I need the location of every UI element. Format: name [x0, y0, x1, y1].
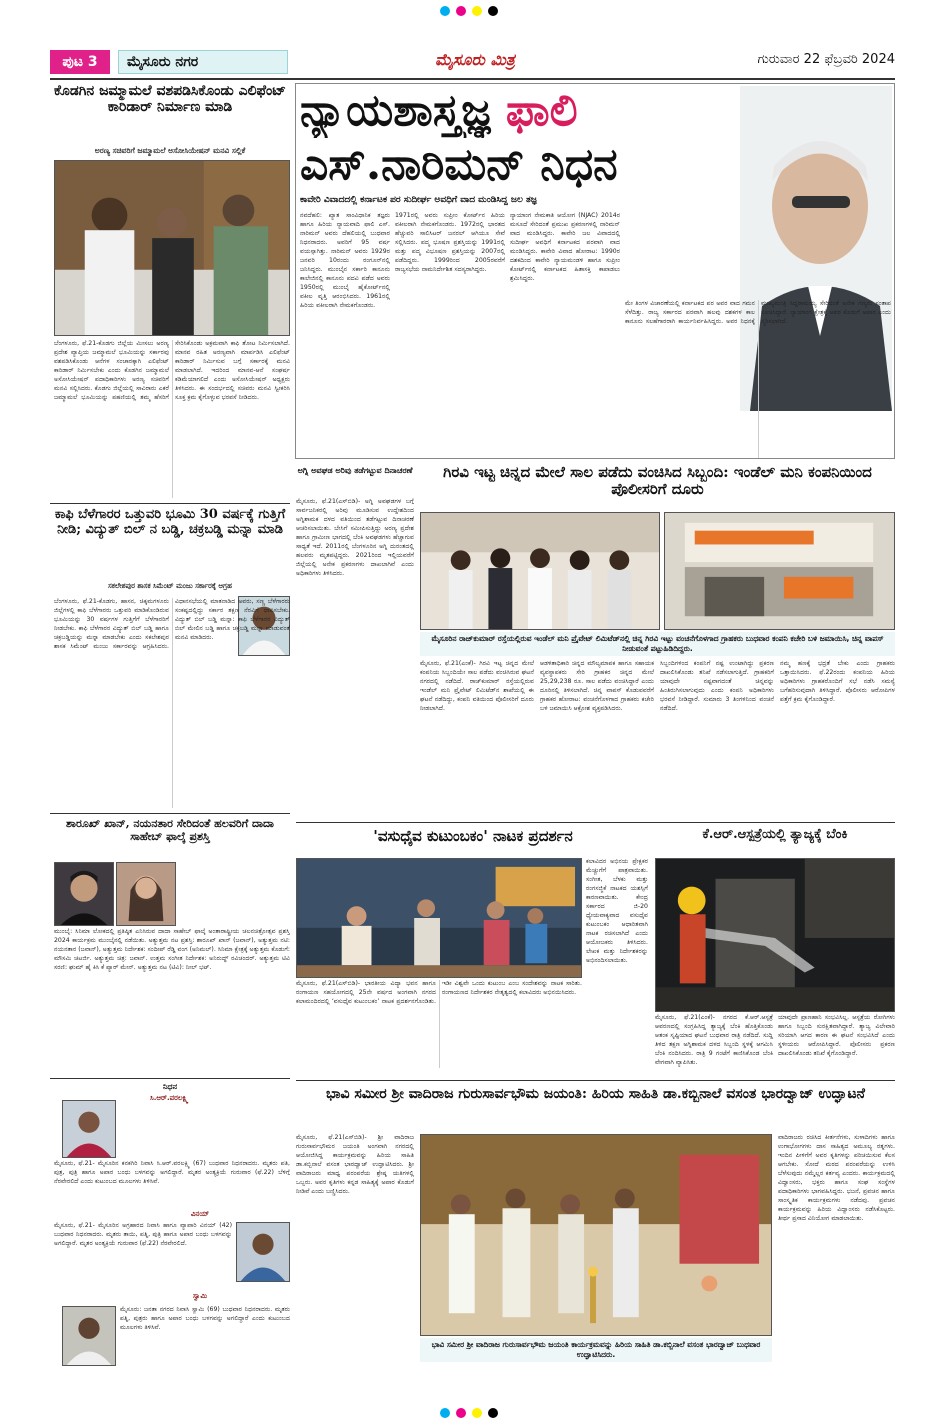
- hospital-body-2: ಯಾವುದೇ ಪ್ರಾಣಹಾನಿ ಸಂಭವಿಸಿಲ್ಲ. ಆಸ್ಪತ್ರೆಯ ರೋಗಿಗಳು ಹಾಗೂ ಸಿಬ್ಬಂದಿ ಸುರಕ್ಷಿತವಾಗಿದ್ದಾರೆ. ತ್ಯಾಜ್ಯ ವಿಲೇವಾರಿ ಸರಿಯಾಗಿ ಆಗದ ಕಾರಣ ಈ ಘಟನೆ ಸಂಭವಿಸಿದೆ ಎಂದು ಸ್ಥಳೀಯರು ಆರೋಪಿಸಿದ್ದಾರೆ. ಪೊಲೀಸರು ಪ್ರಕರಣ ದಾಖಲಿಸಿಕೊಂಡು ತನಿಖೆ ಕೈಗೊಂಡಿದ್ದಾರೆ.: [778, 1014, 895, 1057]
- elephant-photo: [54, 160, 290, 336]
- fire-body: ಮೈಸೂರು, ಫೆ.21(ಎಸ್‌ಬಿಡಿ)- ಅಗ್ನಿ ಅವಘಡಗಳ ಬಗ್ಗೆ ಸಾರ್ವಜನಿಕರಲ್ಲಿ ಅರಿವು ಮೂಡಿಸುವ ಉದ್ದೇಶದಿಂದ ಅಗ್ನಿಶಾಮಕ ದಳದ ವತಿಯಿಂದ ತಡೆಗಟ್ಟುವ ದಿನಾಚರಣೆ ಆಚರಿಸಲಾಯಿತು. ಬೇಸಿಗೆ ಸಮೀಪಿಸುತ್ತಿದ್ದು ಅರಣ್ಯ ಪ್ರದೇಶ ಹಾಗೂ ಗ್ರಾಮೀಣ ಭಾಗದಲ್ಲಿ ಬೆಂಕಿ ಅವಘಡಗಳು ಹೆಚ್ಚಾಗುವ ಸಾಧ್ಯತೆ ಇದೆ. 2011ರಲ್ಲಿ ಬೆಂಗಳೂರಿನ ಅಗ್ನಿ ದುರಂತದಲ್ಲಿ ಹಲವರು ಮೃತಪಟ್ಟಿದ್ದರು. 2021ರಿಂದ ಇಲ್ಲಿಯವರೆಗೆ ಜಿಲ್ಲೆಯಲ್ಲಿ ಅನೇಕ ಪ್ರಕರಣಗಳು ದಾಖಲಾಗಿವೆ ಎಂದು ಅಧಿಕಾರಿಗಳು ತಿಳಿಸಿದರು.: [296, 498, 414, 577]
- coffee-subhead: ಸಕಲೇಶಪುರ ಶಾಸಕ ಸಿಮೆಂಟ್ ಮಂಜು ಸರ್ಕಾರಕ್ಕೆ ಆಗ್ರಹ: [108, 582, 232, 590]
- jayanti-headline: ಭಾವಿ ಸಮೀರ ಶ್ರೀ ವಾದಿರಾಜ ಗುರುಸಾರ್ವಭೌಮ ಜಯಂತಿ: ಹಿರಿಯ ಸಾಹಿತಿ ಡಾ.ಕಬ್ಬಿನಾಲೆ ವಸಂತ ಭಾರದ್ವಾಜ್ ಉದ್ಘಾಟನೆ: [326, 1086, 865, 1102]
- divider: [50, 1078, 290, 1079]
- registration-mark-magenta: [456, 6, 466, 16]
- jayanti-caption: ಭಾವಿ ಸಮೀರ ಶ್ರೀ ವಾದಿರಾಜ ಗುರುಸಾರ್ವಭೌಮ ಜಯಂತಿ ಕಾರ್ಯಕ್ರಮವನ್ನು ಹಿರಿಯ ಸಾಹಿತಿ ಡಾ.ಕಬ್ಬಿನಾಲೆ ವಸಂತ ಭಾರದ್ವಾಜ್ ಬುಧವಾರ ಉದ್ಘಾಟಿಸಿದರು.: [420, 1338, 772, 1362]
- obit-name-1: ಸಿ.ಆರ್.ವರಲಕ್ಷ್ಮಿ: [150, 1094, 189, 1102]
- drama-headline: 'ವಸುಧೈವ ಕುಟುಂಬಕಂ' ನಾಟಕ ಪ್ರದರ್ಶನ: [373, 828, 573, 845]
- paper-name: ಮೈಸೂರು ಮಿತ್ರ: [435, 50, 515, 69]
- nayanthara-photo: [116, 862, 176, 926]
- registration-mark-yellow: [472, 1408, 482, 1418]
- jayanti-body-1: ಮೈಸೂರು, ಫೆ.21(ಎಸ್‌ಬಿಡಿ)- ಶ್ರೀ ವಾದಿರಾಜ ಗುರುಸಾರ್ವಭೌಮರ ಜಯಂತಿ ಅಂಗವಾಗಿ ನಗರದಲ್ಲಿ ಆಯೋಜಿಸಿದ್ದ ಕಾರ್ಯಕ್ರಮವನ್ನು ಹಿರಿಯ ಸಾಹಿತಿ ಡಾ.ಕಬ್ಬಿನಾಲೆ ವಸಂತ ಭಾರದ್ವಾಜ್ ಉದ್ಘಾಟಿಸಿದರು. ಶ್ರೀ ವಾದಿರಾಜರು ಮಾಧ್ವ ಪರಂಪರೆಯ ಶ್ರೇಷ್ಠ ಯತಿಗಳಲ್ಲಿ ಒಬ್ಬರು. ಅವರ ಕೃತಿಗಳು ಕನ್ನಡ ಸಾಹಿತ್ಯಕ್ಕೆ ಅಪಾರ ಕೊಡುಗೆ ನೀಡಿವೆ ಎಂದು ಬಣ್ಣಿಸಿದರು.: [296, 1134, 414, 1195]
- obit-body-1: ಮೈಸೂರು, ಫೆ.21- ಮೈಸೂರಿನ ಕನಕಗಿರಿ ನಿವಾಸಿ ಸಿ.ಆರ್.ವರಲಕ್ಷ್ಮಿ (67) ಬುಧವಾರ ನಿಧನರಾದರು. ಮೃತರು ಪತಿ, ಪುತ್ರ, ಪುತ್ರಿ ಹಾಗೂ ಅಪಾರ ಬಂಧು ಬಳಗವನ್ನು ಅಗಲಿದ್ದಾರೆ. ಮೃತರ ಅಂತ್ಯಕ್ರಿಯೆ ಗುರುವಾರ (ಫೆ.22) ಬೆಳಿಗ್ಗೆ ನೆರವೇರಲಿದೆ ಎಂದು ಕುಟುಂಬದ ಮೂಲಗಳು ತಿಳಿಸಿವೆ.: [54, 1160, 290, 1185]
- registration-mark-cyan: [440, 1408, 450, 1418]
- shahrukh-photo: [54, 862, 114, 926]
- lead-headline-line1: ನ್ಯಾಯಶಾಸ್ತ್ರಜ್ಞ ಫಾಲಿ: [300, 86, 578, 136]
- lead-headline-line2: ಎಸ್.ನಾರಿಮನ್ ನಿಧನ: [300, 140, 618, 190]
- obit-photo-1: [62, 1100, 116, 1158]
- registration-mark-black: [488, 6, 498, 16]
- obit-photo-3: [62, 1306, 116, 1366]
- pawn-body-col1: ಮೈಸೂರು, ಫೆ.21(ಎಂಕೆ)- ಗಿರವಿ ಇಟ್ಟ ಚಿನ್ನದ ಮೇಲೆ ಕಂಪನಿಯ ಸಿಬ್ಬಂದಿಯೇ ಸಾಲ ಪಡೆದು ವಂಚಿಸಿರುವ ಘಟನೆ ನಗರದಲ್ಲಿ ನಡೆದಿದೆ. ರಾಜ್‌ಕುಮಾರ್ ರಸ್ತೆಯಲ್ಲಿರುವ ಇಂಡೆಲ್ ಮನಿ ಪ್ರೈವೇಟ್ ಲಿಮಿಟೆಡ್‌ನ ಶಾಖೆಯಲ್ಲಿ ಈ ಘಟನೆ ನಡೆದಿದ್ದು, ಕಂಪನಿ ವತಿಯಿಂದ ಪೊಲೀಸರಿಗೆ ದೂರು ನೀಡಲಾಗಿದೆ.: [420, 660, 534, 712]
- hospital-headline: ಕೆ.ಆರ್.ಆಸ್ಪತ್ರೆಯಲ್ಲಿ ತ್ಯಾಜ್ಯಕ್ಕೆ ಬೆಂಕಿ: [702, 828, 848, 842]
- jayanti-photo: [420, 1134, 772, 1336]
- registration-mark-black: [488, 1408, 498, 1418]
- issue-date: ಗುರುವಾರ 22 ಫೆಬ್ರವರಿ 2024: [757, 52, 895, 67]
- obit-heading: ನಿಧನ: [162, 1082, 178, 1091]
- lead-body-col2: 1971ರಲ್ಲಿ ಅವರು ಸುಪ್ರೀಂ ಕೋರ್ಟ್‌ನ ಹಿರಿಯ ವಕೀಲರಾಗಿ ನೇಮಕಗೊಂಡರು. 1972ರಲ್ಲಿ ಭಾರತದ ಹೆಚ್ಚುವರಿ ಸಾಲಿಸಿಟರ್ ಜನರಲ್ ಆಗಿಯೂ ಸೇವೆ ಸಲ್ಲಿಸಿದರು. ಪದ್ಮ ಭೂಷಣ ಪ್ರಶಸ್ತಿಯನ್ನು 1991ರಲ್ಲಿ ಮತ್ತು ಪದ್ಮ ವಿಭೂಷಣ ಪ್ರಶಸ್ತಿಯನ್ನು 2007ರಲ್ಲಿ ಪಡೆದಿದ್ದರು. 1999ರಿಂದ 2005ರವರೆಗೆ ರಾಜ್ಯಸಭೆಯ ನಾಮನಿರ್ದೇಶಿತ ಸದಸ್ಯರಾಗಿದ್ದರು.: [395, 212, 505, 273]
- pawn-caption: ಮೈಸೂರಿನ ರಾಜ್‌ಕುಮಾರ್ ರಸ್ತೆಯಲ್ಲಿರುವ ಇಂಡೆಲ್ ಮನಿ ಪ್ರೈವೇಟ್ ಲಿಮಿಟೆಡ್‌ನಲ್ಲಿ ಚಿನ್ನ ಗಿರವಿ ಇಟ್ಟು ವಂಚನೆಗೊಳಗಾದ ಗ್ರಾಹಕರು ಬುಧವಾರ ಕಂಪನಿ ಕಚೇರಿ ಬಳಿ ಜಮಾಯಿಸಿ, ಚಿನ್ನ ವಾಪಸ್ ನೀಡುವಂತೆ ಪಟ್ಟುಹಿಡಿದಿದ್ದರು.: [420, 632, 895, 656]
- lead-body-col3: ನ್ಯಾಯಾಂಗ ನೇಮಕಾತಿ ಆಯೋಗ (NJAC) 2014ರ ಮಸೂದೆ ಸೇರಿದಂತೆ ಪ್ರಮುಖ ಪ್ರಕರಣಗಳಲ್ಲಿ ನಾರಿಮನ್ ವಾದ ಮಂಡಿಸಿದ್ದರು. ಕಾವೇರಿ ಜಲ ವಿವಾದದಲ್ಲಿ ಸುದೀರ್ಘ ಅವಧಿಗೆ ಕರ್ನಾಟಕದ ಪರವಾಗಿ ವಾದ ಮಂಡಿಸಿದ್ದರು. ಕಾವೇರಿ ವಿವಾದ ಹೋರಾಟ: 1990ರ ದಶಕದಿಂದ ಕಾವೇರಿ ನ್ಯಾಯಮಂಡಳಿ ಹಾಗೂ ಸುಪ್ರೀಂ ಕೋರ್ಟ್‌ನಲ್ಲಿ ಕರ್ನಾಟಕದ ಹಿತಾಸಕ್ತಿ ಕಾಪಾಡಲು ಶ್ರಮಿಸಿದ್ದರು.: [510, 212, 620, 282]
- obit-name-2: ವಿನಯ್: [190, 1210, 210, 1218]
- drama-body-2: ಕಲಾವಿದರ ಅಭಿನಯ ಪ್ರೇಕ್ಷಕರ ಮೆಚ್ಚುಗೆಗೆ ಪಾತ್ರವಾಯಿತು. ಸಂಗೀತ, ಬೆಳಕು ಮತ್ತು ರಂಗಸಜ್ಜಿಕೆ ನಾಟಕದ ಯಶಸ್ಸಿಗೆ ಕಾರಣವಾಯಿತು. ಕೇಂದ್ರ ಸರ್ಕಾರದ ಜಿ-20 ಧ್ಯೇಯವಾಕ್ಯವಾದ ವಸುಧೈವ ಕುಟುಂಬಕಂ ಆಧಾರಿತವಾಗಿ ನಾಟಕ ರಚಿಸಲಾಗಿದೆ ಎಂದು ಆಯೋಜಕರು ತಿಳಿಸಿದರು. ಲೇಖಕ ಮತ್ತು ನಿರ್ದೇಶಕರನ್ನು ಅಭಿನಂದಿಸಲಾಯಿತು.: [586, 858, 648, 964]
- pawn-photo-people: [420, 512, 660, 630]
- masthead-rule: [50, 78, 895, 80]
- pawn-body-col3: ಸಿಬ್ಬಂದಿಗಳಿಂದ ಕಂಪನಿಗೆ ನಷ್ಟ ಉಂಟಾಗಿದ್ದು ಪ್ರಕರಣ ದಾಖಲಿಸಿಕೊಂಡು ತನಿಖೆ ನಡೆಸಲಾಗುತ್ತಿದೆ. ಗ್ರಾಹಕರಿಗೆ ಯಾವುದೇ ನಷ್ಟವಾಗದಂತೆ ಚಿನ್ನವನ್ನು ಹಿಂತಿರುಗಿಸಲಾಗುವುದು ಎಂದು ಕಂಪನಿ ಅಧಿಕಾರಿಗಳು ಭರವಸೆ ನೀಡಿದ್ದಾರೆ. ಸುಮಾರು 3 ತಿಂಗಳಿನಿಂದ ವಂಚನೆ ನಡೆದಿದೆ.: [660, 660, 774, 712]
- coffee-body: ಬೆಂಗಳೂರು, ಫೆ.21-ಕೊಡಗು, ಹಾಸನ, ಚಿಕ್ಕಮಗಳೂರು ಜಿಲ್ಲೆಗಳಲ್ಲಿ ಕಾಫಿ ಬೆಳೆಗಾರರು ಒತ್ತುವರಿ ಮಾಡಿಕೊಂಡಿರುವ ಭೂಮಿಯನ್ನು 30 ವರ್ಷಗಳ ಗುತ್ತಿಗೆಗೆ ಬೆಳೆಗಾರರಿಗೆ ನೀಡಬೇಕು. ಕಾಫಿ ಬೆಳೆಗಾರರ ವಿದ್ಯುತ್ ಬಿಲ್ ಬಡ್ಡಿ ಹಾಗೂ ಚಕ್ರಬಡ್ಡಿಯನ್ನು ಮನ್ನಾ ಮಾಡಬೇಕು ಎಂದು ಸಕಲೇಶಪುರ ಶಾಸಕ ಸಿಮೆಂಟ್ ಮಂಜು ಸರ್ಕಾರವನ್ನು ಆಗ್ರಹಿಸಿದರು. ವಿಧಾನಸಭೆಯಲ್ಲಿ ಮಾತನಾಡಿದ ಅವರು, ಸಣ್ಣ ಬೆಳೆಗಾರರು ಸಂಕಷ್ಟದಲ್ಲಿದ್ದು ಸರ್ಕಾರ ತಕ್ಷಣ ನೆರವಿಗೆ ಧಾವಿಸಬೇಕು. ವಿದ್ಯುತ್ ಬಿಲ್ ಬಡ್ಡಿ ಮನ್ನಾ: ಕಾಫಿ ಬೆಳೆಗಾರರ ವಿದ್ಯುತ್ ಬಿಲ್ ಮೇಲಿನ ಬಡ್ಡಿ ಹಾಗೂ ಚಕ್ರಬಡ್ಡಿ ಮನ್ನಾ ಮಾಡುವಂತೆ ಮನವಿ ಮಾಡಿದರು.: [54, 598, 290, 650]
- registration-mark-cyan: [440, 6, 450, 16]
- divider: [296, 822, 895, 823]
- registration-mark-magenta: [456, 1408, 466, 1418]
- obit-photo-2: [236, 1222, 290, 1282]
- section-name: ಮೈಸೂರು ನಗರ: [118, 50, 288, 74]
- lead-body-col4: ಮೇ ತಿಂಗಳ ವಿಚಾರಣೆಯಲ್ಲಿ ಕರ್ನಾಟಕದ ಪರ ಅವರ ವಾದ ಗಮನ ಸೆಳೆದಿತ್ತು. ರಾಜ್ಯ ಸರ್ಕಾರದ ಪರವಾಗಿ ಹಲವು ದಶಕಗಳ ಕಾಲ ಕಾನೂನು ಸಲಹೆಗಾರರಾಗಿ ಕಾರ್ಯನಿರ್ವಹಿಸಿದ್ದರು. ಅವರ ನಿಧನಕ್ಕೆ ಮುಖ್ಯಮಂತ್ರಿ ಸಿದ್ದರಾಮಯ್ಯ ಸೇರಿದಂತೆ ಅನೇಕ ಗಣ್ಯರು ಸಂತಾಪ ಸೂಚಿಸಿದ್ದಾರೆ. ನ್ಯಾಯಾಂಗ ಕ್ಷೇತ್ರಕ್ಕೆ ಅವರ ಕೊಡುಗೆ ಅಪಾರ ಎಂದು ಸ್ಮರಿಸಲಾಗಿದೆ.: [625, 300, 891, 325]
- elephant-headline: ಕೊಡಗಿನ ಜಮ್ಮಾಮಲೆ ವಶಪಡಿಸಿಕೊಂಡು ಎಲಿಫೆಂಟ್ ಕಾರಿಡಾರ್ ನಿರ್ಮಾಣ ಮಾಡಿ: [54, 83, 286, 116]
- pawn-body-col2: ಆಡಳಿತಾಧಿಕಾರಿ ಚಿನ್ನದ ಮೌಲ್ಯಮಾಪಕ ಹಾಗೂ ಸಹಾಯಕ ವ್ಯವಸ್ಥಾಪಕರು ಸೇರಿ ಗ್ರಾಹಕರ ಚಿನ್ನದ ಮೇಲೆ 25,29,238 ರೂ. ಸಾಲ ಪಡೆದು ವಂಚಿಸಿದ್ದಾರೆ ಎಂದು ದೂರಿನಲ್ಲಿ ತಿಳಿಸಲಾಗಿದೆ. ಚಿನ್ನ ವಾಪಸ್ ಕೊಡುವವರೆಗೆ ಗ್ರಾಹಕರ ಹೋರಾಟ: ವಂಚನೆಗೊಳಗಾದ ಗ್ರಾಹಕರು ಕಚೇರಿ ಬಳಿ ಜಮಾಯಿಸಿ ಆಕ್ರೋಶ ವ್ಯಕ್ತಪಡಿಸಿದರು.: [540, 660, 654, 712]
- divider: [50, 813, 290, 814]
- divider: [296, 1080, 895, 1081]
- drama-photo: [296, 858, 582, 978]
- fire-kicker: ಅಗ್ನಿ ಅವಘಡ ಅರಿವು ತಡೆಗಟ್ಟುವ ದಿನಾಚರಣೆ: [297, 466, 413, 475]
- jayanti-body-2: ವಾದಿರಾಜರು ರಚಿಸಿದ ಕೀರ್ತನೆಗಳು, ಸುಳಾದಿಗಳು ಹಾಗೂ ಉಗಾಭೋಗಗಳು ದಾಸ ಸಾಹಿತ್ಯದ ಅಮೂಲ್ಯ ರತ್ನಗಳು. ಇಂದಿನ ಪೀಳಿಗೆಗೆ ಅವರ ಕೃತಿಗಳನ್ನು ಪರಿಚಯಿಸುವ ಕೆಲಸ ಆಗಬೇಕು. ಸೋದೆ ಮಠದ ಪರಂಪರೆಯನ್ನು ಉಳಿಸಿ ಬೆಳೆಸುವುದು ನಮ್ಮೆಲ್ಲರ ಕರ್ತವ್ಯ ಎಂದರು. ಕಾರ್ಯಕ್ರಮದಲ್ಲಿ ವಿದ್ವಾಂಸರು, ಭಕ್ತರು ಹಾಗೂ ಸಂಘ ಸಂಸ್ಥೆಗಳ ಪದಾಧಿಕಾರಿಗಳು ಭಾಗವಹಿಸಿದ್ದರು. ಭಜನೆ, ಪ್ರವಚನ ಹಾಗೂ ಸಾಂಸ್ಕೃತಿಕ ಕಾರ್ಯಕ್ರಮಗಳು ನಡೆದವು. ಪ್ರವಚನ ಕಾರ್ಯಕ್ರಮವನ್ನು ಹಿರಿಯ ವಿದ್ವಾಂಸರು ನಡೆಸಿಕೊಟ್ಟರು. ತೀರ್ಥ ಪ್ರಸಾದ ವಿನಿಯೋಗ ಮಾಡಲಾಯಿತು.: [778, 1134, 895, 1222]
- elephant-body: ಬೆಂಗಳೂರು, ಫೆ.21-ಕೊಡಗು ಜಿಲ್ಲೆಯ ಮೀಸಲು ಅರಣ್ಯ ಪ್ರದೇಶ ವ್ಯಾಪ್ತಿಯ ಜಮ್ಮಾಮಲೆ ಭೂಮಿಯನ್ನು ಸರ್ಕಾರವು ವಶಪಡಿಸಿಕೊಂಡು ಆನೆಗಳ ಸಂಚಾರಕ್ಕಾಗಿ ಎಲಿಫೆಂಟ್ ಕಾರಿಡಾರ್ ನಿರ್ಮಿಸಬೇಕು ಎಂದು ಕೊಡಗಿನ ಜಮ್ಮಾಮಲೆ ಅಸೋಸಿಯೇಷನ್ ಪದಾಧಿಕಾರಿಗಳು ಅರಣ್ಯ ಸಚಿವರಿಗೆ ಮನವಿ ಸಲ್ಲಿಸಿದರು. ಕೊಡಗು ಜಿಲ್ಲೆಯಲ್ಲಿ ಸಾವಿರಾರು ಎಕರೆ ಜಮ್ಮಾಮಲೆ ಭೂಮಿಯನ್ನು ಪಹಣಿಯಲ್ಲಿ ತಮ್ಮ ಹೆಸರಿಗೆ ಸೇರಿಸಿಕೊಂಡು ಅಕ್ರಮವಾಗಿ ಕಾಫಿ ತೋಟ ನಿರ್ಮಿಸಲಾಗಿದೆ. ಮಾನವ ರಹಿತ ಅರಣ್ಯವಾಗಿ ಮಾರ್ಪಡಿಸಿ ಎಲಿಫೆಂಟ್ ಕಾರಿಡಾರ್ ನಿರ್ಮಿಸುವ ಬಗ್ಗೆ ಸರ್ಕಾರಕ್ಕೆ ಮನವಿ ಮಾಡಲಾಗಿದೆ. ಇದರಿಂದ ಮಾನವ-ಆನೆ ಸಂಘರ್ಷ ಕಡಿಮೆಯಾಗಲಿದೆ ಎಂದು ಅಸೋಸಿಯೇಷನ್ ಅಧ್ಯಕ್ಷರು ತಿಳಿಸಿದರು. ಈ ಸಂದರ್ಭದಲ್ಲಿ ಸಚಿವರು ಮನವಿ ಸ್ವೀಕರಿಸಿ ಸೂಕ್ತ ಕ್ರಮ ಕೈಗೊಳ್ಳುವ ಭರವಸೆ ನೀಡಿದರು.: [54, 340, 290, 401]
- elephant-subhead: ಅರಣ್ಯ ಸಚಿವರಿಗೆ ಜಮ್ಮಾಮಲೆ ಅಸೋಸಿಯೇಷನ್ ಮನವಿ ಸಲ್ಲಿಕೆ: [94, 146, 246, 155]
- divider: [50, 503, 290, 504]
- award-headline: ಶಾರೂಖ್ ಖಾನ್, ನಯನತಾರ ಸೇರಿದಂತೆ ಹಲವರಿಗೆ ದಾದಾ ಸಾಹೇಬ್ ಫಾಲ್ಕೆ ಪ್ರಶಸ್ತಿ: [66, 818, 274, 843]
- pawn-headline: ಗಿರವಿ ಇಟ್ಟ ಚಿನ್ನದ ಮೇಲೆ ಸಾಲ ಪಡೆದು ವಂಚಿಸಿದ ಸಿಬ್ಬಂದಿ: ಇಂಡೆಲ್ ಮನಿ ಕಂಪನಿಯಿಂದ ಪೊಲೀಸರಿಗೆ ದೂರು: [443, 464, 872, 499]
- obit-name-3: ಸ್ವಾಮಿ: [192, 1292, 208, 1300]
- lead-body-col1: ನವದೆಹಲಿ: ಖ್ಯಾತ ಸಾಂವಿಧಾನಿಕ ತಜ್ಞರು ಹಾಗೂ ಹಿರಿಯ ನ್ಯಾಯವಾದಿ ಫಾಲಿ ಎಸ್. ನಾರಿಮನ್ ಅವರು ದೆಹಲಿಯಲ್ಲಿ ಬುಧವಾರ ನಿಧನರಾದರು. ಅವರಿಗೆ 95 ವರ್ಷ ವಯಸ್ಸಾಗಿತ್ತು. ನಾರಿಮನ್ ಅವರು 1929ರ ಜನವರಿ 10ರಂದು ರಂಗೂನ್‌ನಲ್ಲಿ ಜನಿಸಿದ್ದರು. ಮುಂಬೈನ ಸರ್ಕಾರಿ ಕಾನೂನು ಕಾಲೇಜಿನಲ್ಲಿ ಕಾನೂನು ಪದವಿ ಪಡೆದ ಅವರು 1950ರಲ್ಲಿ ಮುಂಬೈ ಹೈಕೋರ್ಟ್‌ನಲ್ಲಿ ವಕೀಲ ವೃತ್ತಿ ಆರಂಭಿಸಿದರು. 1961ರಲ್ಲಿ ಹಿರಿಯ ವಕೀಲರಾಗಿ ನೇಮಕಗೊಂಡರು.: [300, 212, 390, 309]
- award-body: ಮುಂಬೈ: ಸಿನಿಮಾ ಲೋಕದಲ್ಲಿ ಪ್ರತಿಷ್ಠಿತ ಎನಿಸಿರುವ ದಾದಾ ಸಾಹೇಬ್ ಫಾಲ್ಕೆ ಅಂತಾರಾಷ್ಟ್ರೀಯ ಚಲನಚಿತ್ರೋತ್ಸವ ಪ್ರಶಸ್ತಿ 2024 ಕಾರ್ಯಕ್ರಮ ಮುಂಬೈನಲ್ಲಿ ನಡೆಯಿತು. ಅತ್ಯುತ್ತಮ ನಟ ಪ್ರಶಸ್ತಿ: ಶಾರೂಖ್ ಖಾನ್ (ಜವಾನ್), ಅತ್ಯುತ್ತಮ ನಟಿ: ನಯನತಾರ (ಜವಾನ್), ಅತ್ಯುತ್ತಮ ನಿರ್ದೇಶಕ: ಸಂದೀಪ್ ರೆಡ್ಡಿ ವಂಗ (ಅನಿಮಲ್). ಸಿನಿಮಾ ಕ್ಷೇತ್ರಕ್ಕೆ ಅತ್ಯುತ್ತಮ ಕೊಡುಗೆ: ಮೌಸಮಿ ಚಟರ್ಜಿ. ಅತ್ಯುತ್ತಮ ಚಿತ್ರ: ಜವಾನ್. ಉತ್ತಮ ಸಂಗೀತ ನಿರ್ದೇಶಕ: ಅನಿರುದ್ಧ್ ರವಿಚಂದರ್. ಅತ್ಯುತ್ತಮ ಟಿವಿ ಸರಣಿ: ಘುಮ್ ಹೈ ಕಿಸಿ ಕೆ ಪ್ಯಾರ್ ಮೇನ್. ಅತ್ಯುತ್ತಮ ನಟ (ಟಿವಿ): ನೀಲ್ ಭಟ್.: [54, 928, 290, 971]
- coffee-headline: ಕಾಫಿ ಬೆಳೆಗಾರರ ಒತ್ತುವರಿ ಭೂಮಿ 30 ವರ್ಷಕ್ಕೆ ಗುತ್ತಿಗೆ ನೀಡಿ; ವಿದ್ಯುತ್ ಬಿಲ್ ನ ಬಡ್ಡಿ, ಚಕ್ರಬಡ್ಡಿ ಮನ್ನಾ ಮಾಡಿ: [54, 508, 286, 537]
- obit-body-3: ಮೈಸೂರು: ಜನತಾ ನಗರದ ನಿವಾಸಿ ಸ್ವಾಮಿ (69) ಬುಧವಾರ ನಿಧನರಾದರು. ಮೃತರು ಪತ್ನಿ, ಪುತ್ರರು ಹಾಗೂ ಅಪಾರ ಬಂಧು ಬಳಗವನ್ನು ಅಗಲಿದ್ದಾರೆ ಎಂದು ಕುಟುಂಬದ ಮೂಲಗಳು ತಿಳಿಸಿವೆ.: [120, 1306, 290, 1331]
- hospital-fire-photo: [655, 858, 895, 1012]
- registration-mark-yellow: [472, 6, 482, 16]
- pawn-photo-building: [664, 512, 895, 630]
- drama-body-1: ಮೈಸೂರು, ಫೆ.21(ಎಸ್‌ಬಿಡಿ)- ಭಾರತೀಯ ವಿದ್ಯಾ ಭವನ ಹಾಗೂ ರಂಗಾಯಣ ಸಹಯೋಗದಲ್ಲಿ 25ನೇ ವರ್ಷದ ಅಂಗವಾಗಿ ನಗರದ ಕಲಾಮಂದಿರದಲ್ಲಿ ‘ವಸುಧೈವ ಕುಟುಂಬಕಂ’ ನಾಟಕ ಪ್ರದರ್ಶನಗೊಂಡಿತು. ಇಡೀ ವಿಶ್ವವೇ ಒಂದು ಕುಟುಂಬ ಎಂಬ ಸಂದೇಶವನ್ನು ನಾಟಕ ಸಾರಿತು. ರಂಗಾಯಣದ ನಿರ್ದೇಶಕರ ನೇತೃತ್ವದಲ್ಲಿ ಕಲಾವಿದರು ಅಭಿನಯಿಸಿದರು.: [296, 980, 582, 1005]
- pawn-body-col4: ನಮ್ಮ ಹಣಕ್ಕೆ ಭದ್ರತೆ ಬೇಕು ಎಂದು ಗ್ರಾಹಕರು ಒತ್ತಾಯಿಸಿದರು. ಫೆ.22ರಂದು ಕಂಪನಿಯ ಹಿರಿಯ ಅಧಿಕಾರಿಗಳು ಗ್ರಾಹಕರೊಂದಿಗೆ ಸಭೆ ನಡೆಸಿ ಸಮಸ್ಯೆ ಬಗೆಹರಿಸುವುದಾಗಿ ತಿಳಿಸಿದ್ದಾರೆ. ಪೊಲೀಸರು ಆರೋಪಿಗಳ ಪತ್ತೆಗೆ ಕ್ರಮ ಕೈಗೊಂಡಿದ್ದಾರೆ.: [780, 660, 895, 703]
- hospital-body-1: ಮೈಸೂರು, ಫೆ.21(ಎಂಕೆ)- ನಗರದ ಕೆ.ಆರ್.ಆಸ್ಪತ್ರೆ ಆವರಣದಲ್ಲಿ ಸಂಗ್ರಹಿಸಿದ್ದ ತ್ಯಾಜ್ಯಕ್ಕೆ ಬೆಂಕಿ ಹೊತ್ತಿಕೊಂಡು ಆತಂಕ ಸೃಷ್ಟಿಯಾದ ಘಟನೆ ಬುಧವಾರ ರಾತ್ರಿ ನಡೆದಿದೆ. ಸುದ್ದಿ ತಿಳಿದ ತಕ್ಷಣ ಅಗ್ನಿಶಾಮಕ ದಳದ ಸಿಬ್ಬಂದಿ ಸ್ಥಳಕ್ಕೆ ಆಗಮಿಸಿ ಬೆಂಕಿ ನಂದಿಸಿದರು. ರಾತ್ರಿ 9 ಗಂಟೆಗೆ ಕಾಣಿಸಿಕೊಂಡ ಬೆಂಕಿ ವೇಗವಾಗಿ ವ್ಯಾಪಿಸಿತು.: [655, 1014, 773, 1066]
- obit-body-2: ಮೈಸೂರು, ಫೆ.21- ಮೈಸೂರಿನ ಅಗ್ರಹಾರದ ನಿವಾಸಿ ಹಾಗೂ ವ್ಯಾಪಾರಿ ವಿನಯ್ (42) ಬುಧವಾರ ನಿಧನರಾದರು. ಮೃತರು ತಾಯಿ, ಪತ್ನಿ, ಪುತ್ರಿ ಹಾಗೂ ಅಪಾರ ಬಂಧು ಬಳಗವನ್ನು ಅಗಲಿದ್ದಾರೆ. ಮೃತರ ಅಂತ್ಯಕ್ರಿಯೆ ಗುರುವಾರ (ಫೆ.22) ನೆರವೇರಲಿದೆ.: [54, 1222, 232, 1247]
- page-label: ಪುಟ 3: [50, 50, 110, 74]
- lead-subhead: ಕಾವೇರಿ ವಿವಾದದಲ್ಲಿ ಕರ್ನಾಟಕ ಪರ ಸುದೀರ್ಘ ಅವಧಿಗೆ ವಾದ ಮಂಡಿಸಿದ್ದ ಜಲ ತಜ್ಞ: [300, 195, 537, 205]
